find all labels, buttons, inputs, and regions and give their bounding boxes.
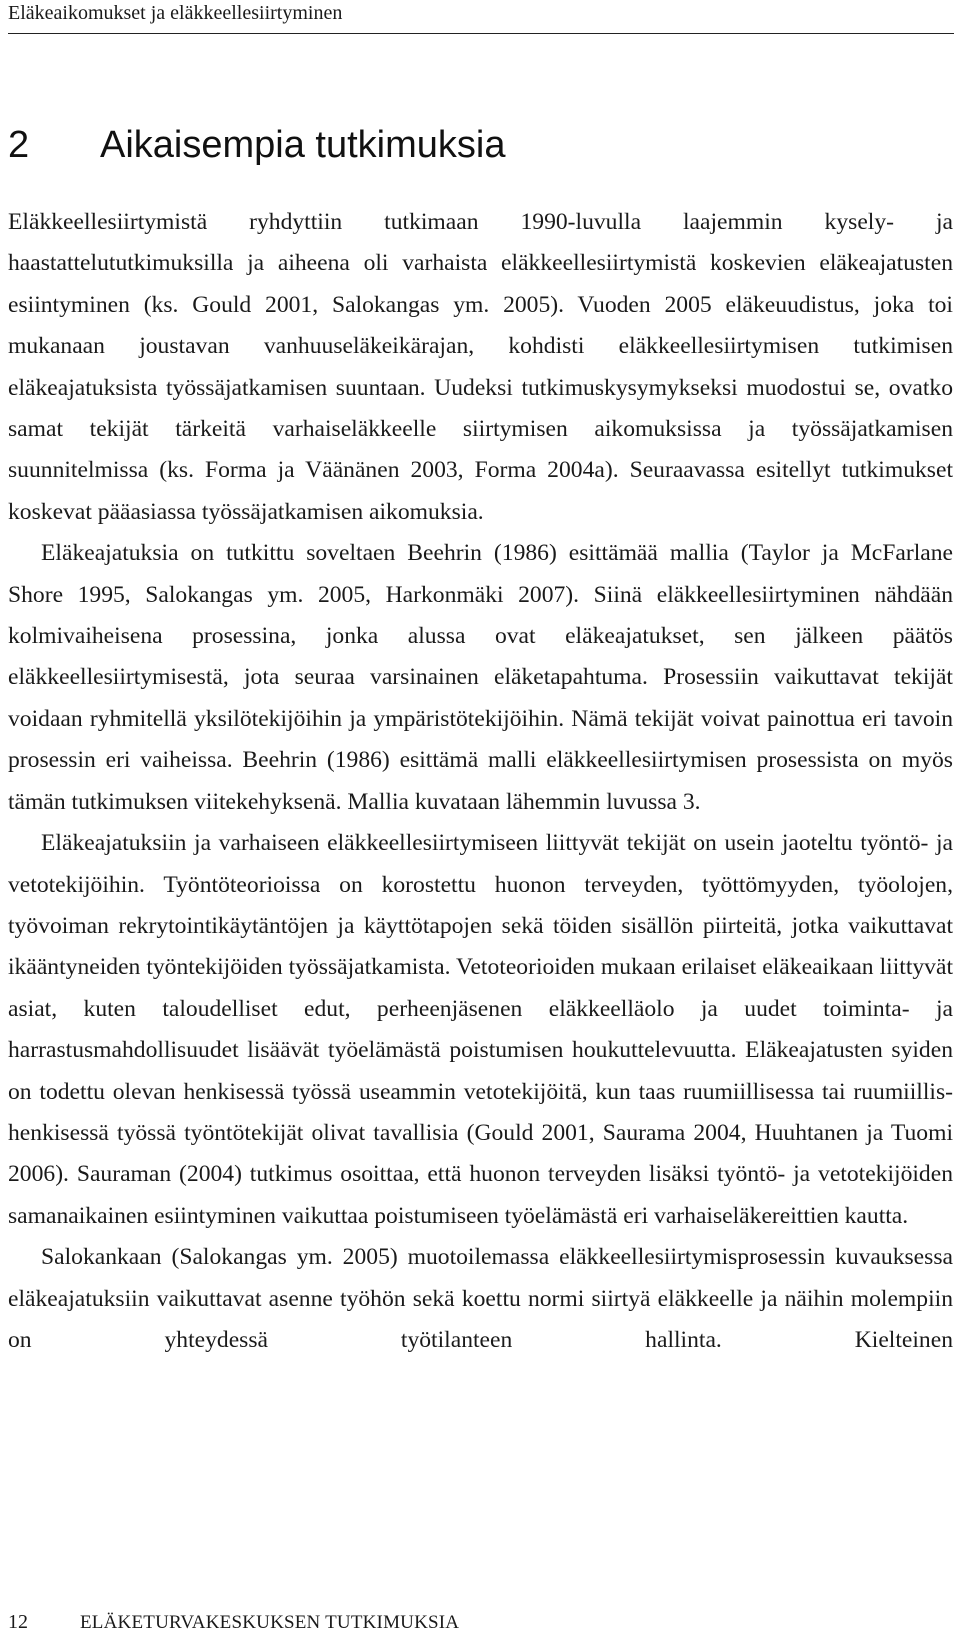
paragraph-2: Eläkeajatuksia on tutkittu soveltaen Beehrin (1986) esittämää mallia (Taylor ja McFarlane Shore 1995, Salokangas ym. 2005, Harkonmäki 2007). Siinä eläkkeellesiirtyminen nähdään kolmivaiheisena prosessina, jonka alussa ovat eläkeajatukset, sen jälkeen päätös eläkkeellesiirtymisestä, jota seuraa varsinainen eläketapahtuma. Prosessiin vaikuttavat tekijät voidaan ryhmitellä yksilötekijöihin ja ympäristötekijöihin. Nämä tekijät voivat painottua eri tavoin prosessin eri vaiheissa. Beehrin (1986) esittämä malli eläkkeellesiirtymisen prosessista on myös tämän tutkimuksen viitekehyksenä. Mallia kuvataan lähemmin luvussa 3. (8, 540, 953, 815)
page-footer (8, 1611, 459, 1634)
body-text (8, 202, 953, 1361)
series-title: ELÄKETURVAKESKUKSEN TUTKIMUKSIA (80, 1612, 460, 1633)
chapter-number: 2 (8, 124, 30, 166)
chapter-title (8, 124, 505, 167)
paragraph-4: Salokankaan (Salokangas ym. 2005) muotoilemassa eläkkeellesiirtymisprosessin kuvauksessa eläkeajatuksiin vaikuttavat asenne työhön sekä koettu normi siirtyä eläkkeelle ja näihin molempiin on yhteydessä työtilanteen hallinta. Kielteinen (8, 1244, 953, 1353)
header-rule (8, 33, 954, 34)
paragraph-1: Eläkkeellesiirtymistä ryhdyttiin tutkimaan 1990-luvulla laajemmin kysely- ja haastattelututkimuksilla ja aiheena oli varhaista eläkkeellesiirtymistä koskevien eläkeajatusten esiintyminen (ks. Gould 2001, Salokangas ym. 2005). Vuoden 2005 eläkeuudistus, joka toi mukanaan joustavan vanhuuseläkeikärajan, kohdisti eläkkeellesiirtymisen tutkimisen eläkeajatuksista työssäjatkamisen suuntaan. Uudeksi tutkimuskysymykseksi muodostui se, ovatko samat tekijät tärkeitä varhaiseläkkeelle siirtymisen aikomuksissa ja työssäjatkamisen suunnitelmissa (ks. Forma ja Väänänen 2003, Forma 2004a). Seuraavassa esitellyt tutkimukset koskevat pääasiassa työssäjatkamisen aikomuksia. (8, 209, 953, 525)
page-number: 12 (8, 1611, 28, 1633)
chapter-title-text: Aikaisempia tutkimuksia (100, 124, 506, 166)
paragraph-3: Eläkeajatuksiin ja varhaiseen eläkkeellesiirtymiseen liittyvät tekijät on usein jaoteltu työntö- ja vetotekijöihin. Työntöteorioissa on korostettu huonon terveyden, työttömyyden, työolojen, työvoiman rekrytointikäytäntöjen ja käyttötapojen sekä töiden sisällön piirteitä, jotka vaikuttavat ikääntyneiden työntekijöiden työssäjatkamista. Vetoteorioiden mukaan erilaiset eläkeaikaan liittyvät asiat, kuten taloudelliset edut, perheenjäsenen eläkkeelläolo ja uudet toiminta- ja harrastusmahdollisuudet lisäävät työelämästä poistumisen houkuttelevuutta. Eläkeajatusten syiden on todettu olevan henkisessä työssä useammin vetotekijöitä, kun taas ruumiillisessa tai ruumiillis-henkisessä työssä työntötekijät olivat tavallisia (Gould 2001, Saurama 2004, Huuhtanen ja Tuomi 2006). Sauraman (2004) tutkimus osoittaa, että huonon terveyden lisäksi työntö- ja vetotekijöiden samanaikainen esiintyminen vaikuttaa poistumiseen työelämästä eri varhaiseläkereittien kautta. (8, 830, 953, 1229)
running-header: Eläkeaikomukset ja eläkkeellesiirtyminen (8, 2, 343, 24)
